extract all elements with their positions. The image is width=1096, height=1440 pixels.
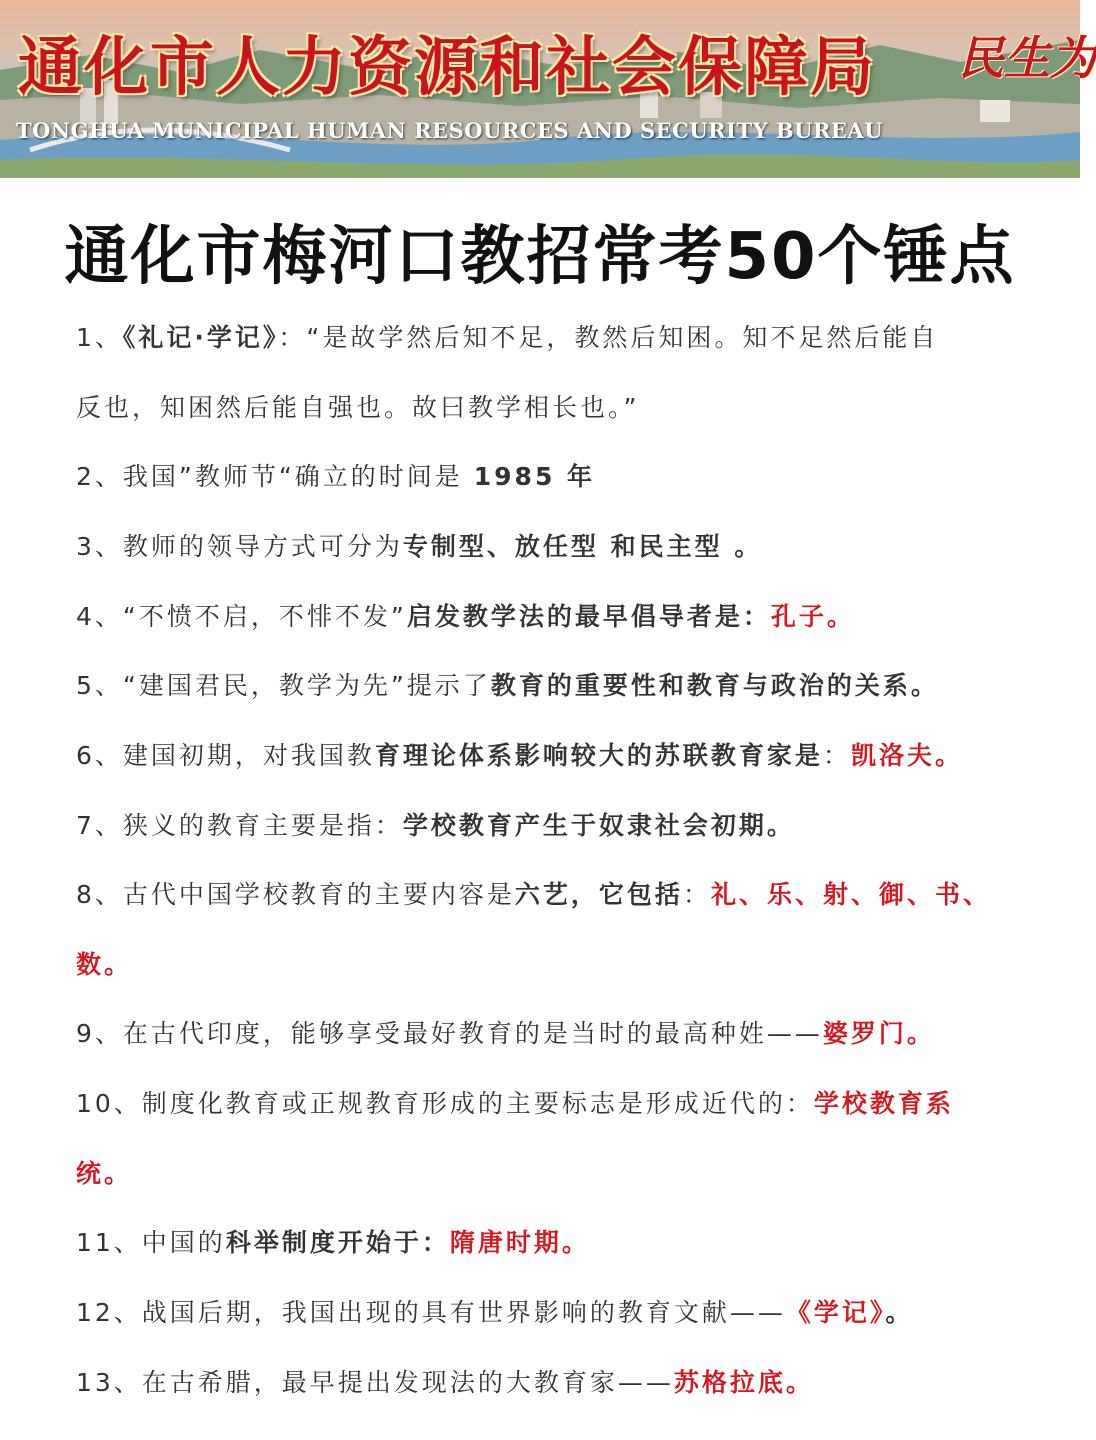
item-emphasis: 1985 年 (473, 462, 596, 491)
item-answer: 学校教育系 (813, 1089, 954, 1118)
header-banner (0, 0, 1096, 178)
list-item-5 (76, 651, 1016, 721)
list-item-12 (76, 1278, 1016, 1348)
item-text: 8、古代中国学校教育的主要内容是 (76, 880, 515, 909)
item-text: 13、在古希腊，最早提出发现法的大教育家—— (76, 1368, 674, 1397)
item-text: 反也，知困然后能自强也。故曰教学相长也。” (76, 393, 640, 422)
item-answer: 《学记》 (785, 1298, 886, 1327)
item-answer: 婆罗门。 (822, 1019, 935, 1048)
list-item-1 (76, 303, 1016, 373)
item-answer: 凯洛夫。 (850, 741, 963, 770)
item-answer: 礼、乐、射、御、书、 (710, 880, 991, 909)
list-item-11 (76, 1208, 1016, 1278)
item-emphasis: 学校教育产生于奴隶社会初期。 (402, 811, 795, 840)
banner-subtitle: TONGHUA MUNICIPAL HUMAN RESOURCES AND SECURITY BUREAU (16, 118, 884, 143)
list-item-4 (76, 582, 1016, 652)
list-item-3 (76, 512, 1016, 582)
item-period: 。 (885, 1298, 914, 1327)
list-item-2 (76, 442, 1016, 512)
item-text: 5、“建国君民，教学为先”提示了 (76, 671, 491, 700)
item-answer: 统。 (76, 1159, 133, 1188)
list-item-6 (76, 721, 1016, 791)
item-text: 7、狭义的教育主要是指： (76, 811, 403, 840)
item-emphasis: 科举制度开始于： (225, 1228, 450, 1257)
item-text: 11、中国的 (76, 1228, 226, 1257)
list-item-13 (76, 1348, 1016, 1418)
item-emphasis: 教育的重要性和教育与政治的关系。 (490, 671, 939, 700)
item-colon: ： (822, 741, 851, 770)
item-text: 12、战国后期，我国出现的具有世界影响的教育文献—— (76, 1298, 786, 1327)
banner-title: 通化市人力资源和社会保障局 (18, 30, 876, 105)
item-answer: 孔子。 (770, 602, 855, 631)
item-answer: 隋唐时期。 (449, 1228, 590, 1257)
list-item-10 (76, 1069, 1016, 1139)
list-item-8-cont (76, 930, 1016, 1000)
item-emphasis: 育理论体系影响较大的苏联教育家是 (374, 741, 823, 770)
list-item-9 (76, 999, 1016, 1069)
page-title: 通化市梅河口教招常考50个锤点 (64, 220, 1016, 294)
item-number: 1、 (76, 323, 123, 352)
item-text: 3、教师的领导方式可分为 (76, 532, 403, 561)
item-text: 9、在古代印度，能够享受最好教育的是当时的最高种姓—— (76, 1019, 823, 1048)
item-emphasis: 启发教学法的最早倡导者是： (406, 602, 771, 631)
item-text: 6、建国初期，对我国教 (76, 741, 375, 770)
list-item-1-cont (76, 373, 1016, 443)
item-text: 10、制度化教育或正规教育形成的主要标志是形成近代的： (76, 1089, 814, 1118)
item-answer: 数。 (76, 950, 133, 979)
item-emphasis: 专制型、放任型 和民主型 。 (402, 532, 763, 561)
book-title: 《礼记·学记》 (122, 323, 279, 352)
item-text: ：“是故学然后知不足，教然后知困。知不足然后能自 (278, 323, 939, 352)
list-item-10-cont (76, 1139, 1016, 1209)
list-item-8 (76, 860, 1016, 930)
banner-slogan: 民生为 (958, 31, 1096, 85)
item-text: 4、“不愤不启，不悱不发” (76, 602, 407, 631)
item-colon: ： (682, 880, 711, 909)
item-answer: 苏格拉底。 (673, 1368, 814, 1397)
item-text: 2、我国”教师节“确立的时间是 (76, 462, 474, 491)
item-emphasis: 六艺，它包括 (514, 880, 683, 909)
list-item-7 (76, 791, 1016, 861)
